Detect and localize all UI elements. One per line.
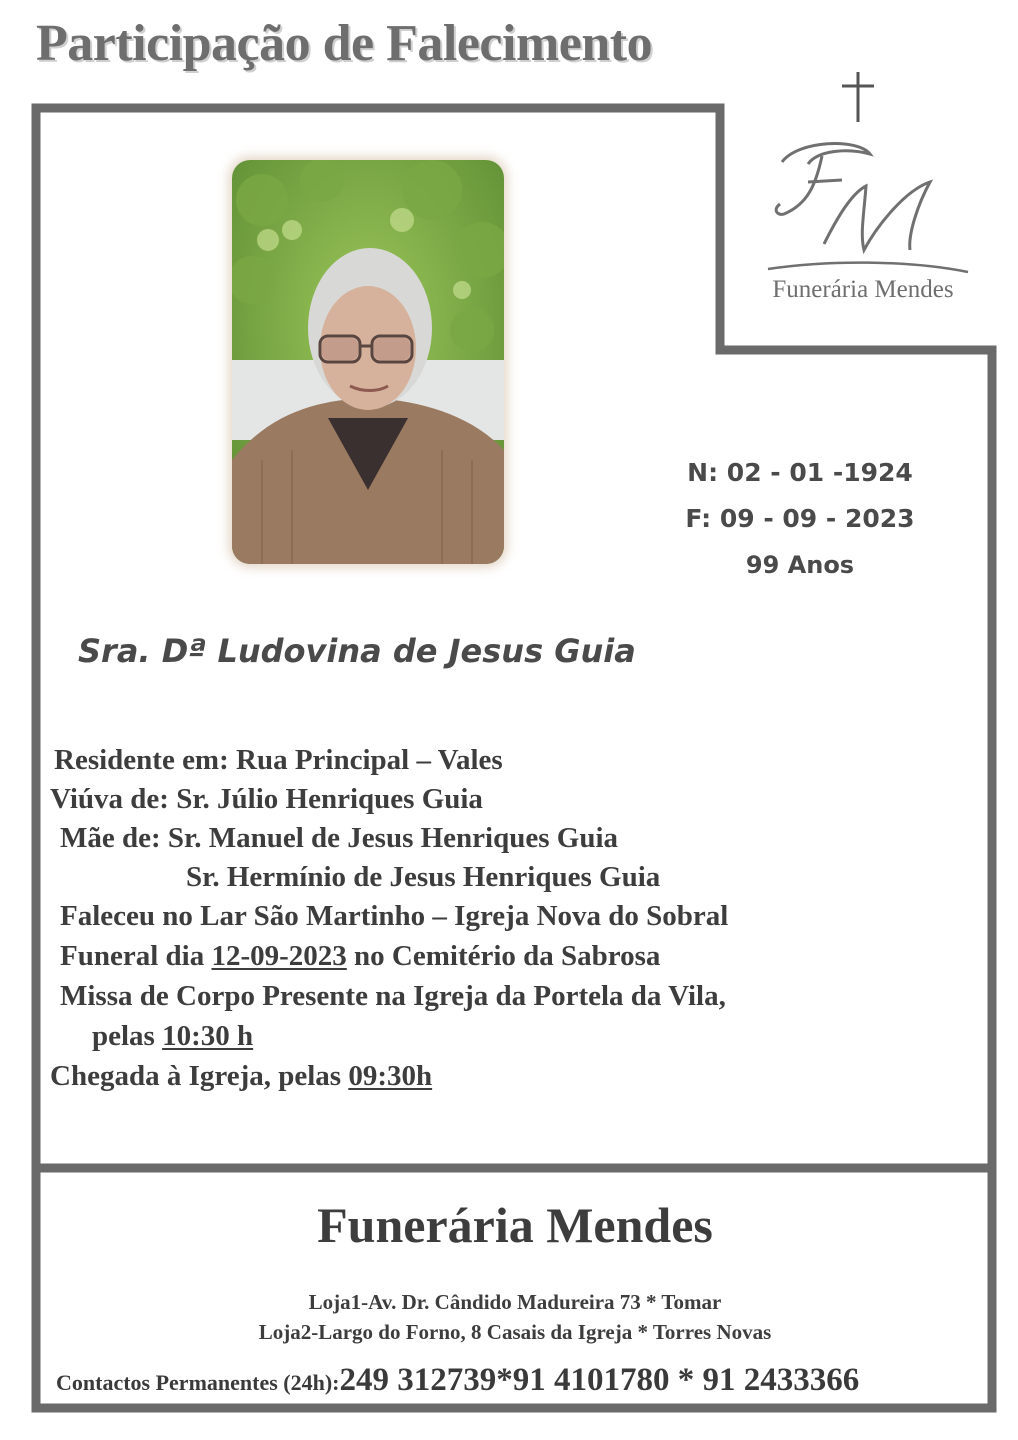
portrait-photo — [232, 160, 504, 564]
logo-name: Funerária Mendes — [772, 276, 954, 303]
page-title: Participação de Falecimento — [36, 15, 653, 72]
mass-time: 10:30 h — [162, 1020, 254, 1052]
funeral-prefix: Funeral dia — [60, 940, 212, 972]
mass-time-prefix: pelas — [92, 1020, 163, 1052]
funeral-suffix: no Cemitério da Sabrosa — [346, 940, 661, 972]
funeral-date: 12-09-2023 — [211, 940, 347, 972]
age: 99 Anos — [745, 551, 855, 579]
deceased-name: Sra. Dª Ludovina de Jesus Guia — [78, 632, 636, 670]
contacts-numbers: 249 312739*91 4101780 * 91 2433366 — [339, 1362, 860, 1398]
mother-of-second-line: Sr. Hermínio de Jesus Henriques Guia — [186, 861, 661, 893]
died-at-line: Faleceu no Lar São Martinho – Igreja Nova do Sobral — [60, 900, 729, 932]
dates-block — [660, 450, 940, 588]
footer-brand: Funerária Mendes — [317, 1197, 713, 1253]
arrival-prefix: Chegada à Igreja, pelas — [50, 1060, 349, 1092]
widow-line: Viúva de: Sr. Júlio Henriques Guia — [50, 783, 483, 815]
death-date: F: 09 - 09 - 2023 — [685, 504, 915, 533]
shop1-address: Loja1-Av. Dr. Cândido Madureira 73 * Tomar — [308, 1290, 722, 1314]
mother-of-line: Mãe de: Sr. Manuel de Jesus Henriques Guia — [60, 822, 619, 854]
arrival-time: 09:30h — [348, 1060, 433, 1092]
birth-date: N: 02 - 01 -1924 — [687, 458, 913, 487]
mass-line: Missa de Corpo Presente na Igreja da Portela da Vila, — [60, 980, 726, 1012]
shop2-address: Loja2-Largo do Forno, 8 Casais da Igreja * Torres Novas — [258, 1320, 772, 1344]
cross-icon — [842, 72, 874, 122]
contacts-label: Contactos Permanentes (24h): — [56, 1370, 340, 1395]
fm-monogram-icon — [768, 144, 968, 272]
contacts-line — [56, 1362, 859, 1399]
residence-line: Residente em: Rua Principal – Vales — [54, 744, 503, 776]
mass-time-line — [92, 1020, 253, 1053]
arrival-line — [50, 1060, 432, 1093]
funeral-line — [60, 940, 660, 973]
